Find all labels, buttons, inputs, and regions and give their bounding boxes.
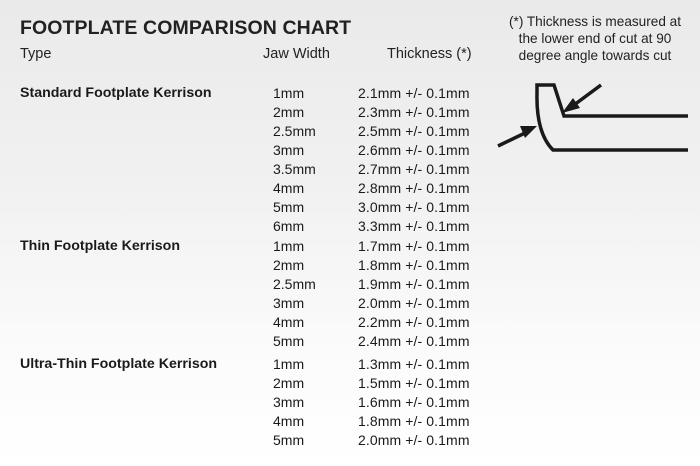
footnote-line-3: degree angle towards cut <box>518 48 672 63</box>
jaw-width-cell: 5mm <box>273 432 305 448</box>
thickness-cell: 2.1mm +/- 0.1mm <box>358 85 470 101</box>
thickness-cell: 1.9mm +/- 0.1mm <box>358 276 470 292</box>
jaw-width-cell: 1mm <box>273 238 305 254</box>
jaw-width-cell: 2mm <box>273 257 305 273</box>
table-row <box>0 199 500 218</box>
table-row <box>0 295 500 314</box>
thickness-cell: 2.0mm +/- 0.1mm <box>358 432 470 448</box>
thickness-cell: 1.8mm +/- 0.1mm <box>358 413 470 429</box>
thickness-cell: 1.6mm +/- 0.1mm <box>358 394 470 410</box>
section-title: Standard Footplate Kerrison <box>20 85 212 101</box>
jaw-width-cell: 2mm <box>273 375 305 391</box>
table-row <box>0 432 500 451</box>
jaw-width-cell: 5mm <box>273 199 305 215</box>
table-row <box>0 375 500 394</box>
jaw-width-cell: 4mm <box>273 180 305 196</box>
footnote-line-2: the lower end of cut at 90 <box>518 31 672 46</box>
thickness-cell: 2.6mm +/- 0.1mm <box>358 142 470 158</box>
thickness-cell: 1.7mm +/- 0.1mm <box>358 238 470 254</box>
jaw-width-cell: 5mm <box>273 333 305 349</box>
header-type: Type <box>20 46 52 62</box>
thickness-cell: 1.3mm +/- 0.1mm <box>358 356 470 372</box>
page-title: FOOTPLATE COMPARISON CHART <box>20 17 352 39</box>
thickness-cell: 1.8mm +/- 0.1mm <box>358 257 470 273</box>
jaw-width-cell: 1mm <box>273 85 305 101</box>
thickness-cell: 2.2mm +/- 0.1mm <box>358 314 470 330</box>
jaw-width-cell: 3.5mm <box>273 161 316 177</box>
thickness-cell: 2.5mm +/- 0.1mm <box>358 123 470 139</box>
table-row <box>0 257 500 276</box>
arrow-lower-head <box>520 126 537 138</box>
arrow-upper-shaft <box>574 85 601 105</box>
table-row <box>0 161 500 180</box>
header-thickness: Thickness (*) <box>387 46 472 62</box>
arrow-upper-head <box>562 98 580 113</box>
table-row <box>0 413 500 432</box>
jaw-width-cell: 4mm <box>273 413 305 429</box>
thickness-cell: 1.5mm +/- 0.1mm <box>358 375 470 391</box>
table-row <box>0 238 500 257</box>
jaw-width-cell: 3mm <box>273 295 305 311</box>
table-row <box>0 276 500 295</box>
table-row <box>0 356 500 375</box>
header-jaw-width: Jaw Width <box>263 46 330 62</box>
table-row <box>0 333 500 352</box>
thickness-footnote <box>505 13 685 64</box>
jaw-width-cell: 4mm <box>273 314 305 330</box>
footnote-line-1: (*) Thickness is measured at <box>509 14 681 29</box>
thickness-cell: 2.3mm +/- 0.1mm <box>358 104 470 120</box>
jaw-width-cell: 2mm <box>273 104 305 120</box>
thickness-cell: 2.7mm +/- 0.1mm <box>358 161 470 177</box>
table-row <box>0 314 500 333</box>
thickness-cell: 3.3mm +/- 0.1mm <box>358 218 470 234</box>
jaw-width-cell: 3mm <box>273 394 305 410</box>
thickness-cell: 2.8mm +/- 0.1mm <box>358 180 470 196</box>
footplate-profile-outline <box>537 85 688 150</box>
jaw-width-cell: 1mm <box>273 356 305 372</box>
table-row <box>0 104 500 123</box>
thickness-cell: 2.4mm +/- 0.1mm <box>358 333 470 349</box>
table-row <box>0 85 500 104</box>
jaw-width-cell: 2.5mm <box>273 276 316 292</box>
section-title: Thin Footplate Kerrison <box>20 238 181 254</box>
thickness-cell: 2.0mm +/- 0.1mm <box>358 295 470 311</box>
table-row <box>0 394 500 413</box>
jaw-width-cell: 3mm <box>273 142 305 158</box>
arrow-lower-shaft <box>498 133 525 146</box>
jaw-width-cell: 6mm <box>273 218 305 234</box>
table-row <box>0 218 500 237</box>
table-row <box>0 180 500 199</box>
footplate-measurement-diagram <box>490 78 690 160</box>
table-row <box>0 142 500 161</box>
table-row <box>0 123 500 142</box>
thickness-cell: 3.0mm +/- 0.1mm <box>358 199 470 215</box>
jaw-width-cell: 2.5mm <box>273 123 316 139</box>
section-title: Ultra-Thin Footplate Kerrison <box>20 356 218 372</box>
